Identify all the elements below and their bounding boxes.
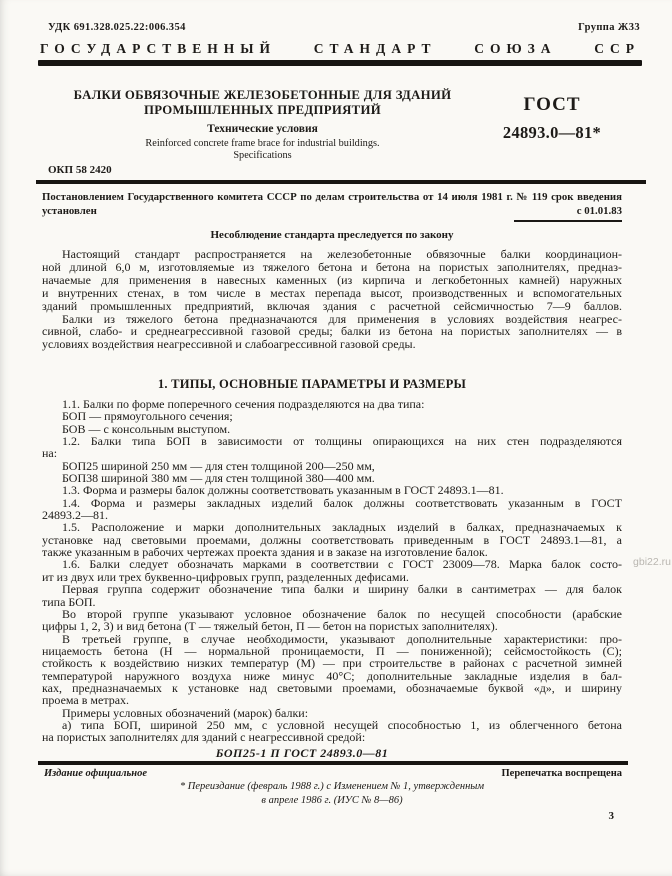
divider-rule [36,180,646,184]
text-line: установке над световыми проемами, должны соответствовать приведенным в ГОСТ 24893.1—81, а [42,532,622,547]
text-line: зданий промышленных предприятий, включая здания с расчетной сейсмичностью 7—9 баллов. [42,298,622,313]
title-line: ПРОМЫШЛЕННЫХ ПРЕДПРИЯТИЙ [143,103,382,117]
gost-designation [492,94,612,143]
text-line: температурой наружного воздуха ниже минус 40°С; дополнительные закладные изделия в бал- [42,668,622,683]
text-line: ной длиной 6,0 м, изготовляемые из тяжелого бетона и бетона на пористых заполнителях, предназ- [42,259,622,274]
banner-word: ССР [594,41,640,56]
title-line: БАЛКИ ОБВЯЗОЧНЫЕ ЖЕЛЕЗОБЕТОННЫЕ ДЛЯ ЗДАНИЙ [73,88,452,102]
text-line: 1.3. Форма и размеры балок должны соответствовать указанным в ГОСТ 24893.1—81. [62,483,504,498]
text-line: также указанным в рабочих чертежах проекта здания и в заказе на изготовление балок. [42,545,488,560]
text-line: 1.4. Форма и размеры закладных изделий балок должны соответствовать указанным в ГОСТ [62,495,622,510]
text-line: ницаемость бетона (Н — нормальной проницаемости, П — пониженной); сейсмостойкость (С); [42,643,622,658]
text-line: БОП38 шириной 380 мм — для стен толщиной 380—400 мм. [62,471,375,486]
banner-word: ГОСУДАРСТВЕННЫЙ [40,41,277,56]
text-line: сивной, слабо- и среднеагрессивной газовой среды; балки из бетона на пористых заполнителях — в [42,324,622,339]
text-line: стойкость к воздействию низких температур (М) — при строительстве в районах с расчетной зимней [42,656,622,671]
udk-code: УДК 691.328.025.22:006.354 [48,22,186,33]
reprint-forbidden-label: Перепечатка воспрещена [501,768,622,779]
text-line: Настоящий стандарт распространяется на железобетонные обвязочные балки координацион- [62,247,622,261]
text-line: 1.1. Балки по форме поперечного сечения подразделяются на два типа: [62,397,425,411]
gost-number: 24893.0—81* [502,123,602,142]
section-body [42,398,622,744]
okp-code: ОКП 58 2420 [48,164,112,176]
text-line: типа БОП. [42,594,96,609]
decree-line-2 [42,205,622,223]
text-line: а) типа БОП, шириной 250 мм, с условной несущей способностью 1, из облегченного бетона [62,717,622,732]
text-line: БОП25 шириной 250 мм — для стен толщиной 200—250 мм, [62,458,375,473]
text-line: на: [42,446,58,461]
text-line: ит из двух или трех буквенно-цифровых групп, разделенных дефисами. [42,569,409,584]
decree-established: установлен [42,204,97,217]
law-notice: Несоблюдение стандарта преследуется по закону [210,229,454,241]
decree-paragraph [42,191,622,222]
banner-word: СТАНДАРТ [313,41,437,56]
text-line: условиях воздействия неагрессивной и слабоагрессивной газовой среды. [42,337,416,352]
text-line: и внутренних стенах, в том числе в местах перепада высот, производственных и вспомогательных [42,285,622,300]
group-code: Группа Ж33 [578,22,640,33]
text-line: 1.6. Балки следует обозначать марками в соответствии с ГОСТ 23009—78. Марка балок состо- [62,557,622,572]
text-line: ках, предназначаемых к установке над световыми проемами, обозначаемые буквой «д», и ширину [42,680,622,695]
banner-word: СОЮЗА [474,41,557,56]
decree-line-1: Постановлением Государственного комитета СССР по делам строительства от 14 июля 1981 г. № 119 срок введения [42,191,622,203]
footer-row [44,768,622,779]
effective-date: с 01.01.83 [514,205,622,223]
text-line: Примеры условных обозначений (марок) балки: [62,705,309,720]
text-line: В третьей группе, в случае необходимости, указывают дополнительные характеристики: про- [62,631,622,646]
state-standard-banner [40,41,640,57]
text-line: Первая группа содержит обозначение типа балки и ширину балки в сантиметрах — для балок [62,582,622,597]
example-mark-designation: БОП25-1 П ГОСТ 24893.0—81 [215,746,389,760]
text-line: Балки из тяжелого бетона предназначаются для применения в условиях воздействия неагрес- [62,311,622,326]
subtitle: Технические условия [207,123,318,135]
revision-footnote [42,780,622,807]
title-block [70,88,455,162]
subtitle-english [70,138,455,162]
text-line: 1.5. Расположение и марки дополнительных закладных изделий в балках, предназначаемых к [62,520,622,535]
revision-footnote-line: в апреле 1986 г. (ИУС № 8—86) [261,794,403,806]
page-number: 3 [608,810,614,822]
text-line: на пористых заполнителях для зданий с неагрессивной средой: [42,730,366,745]
header-rule [38,60,642,66]
text-line: Во второй группе указывают условное обозначение балок по несущей способности (арабские [62,606,622,621]
subtitle-english-line: Reinforced concrete frame brace for industrial buildings. [145,138,380,149]
document-header-row [48,22,640,33]
subtitle-english-line: Specifications [233,150,292,161]
text-line: 1.2. Балки типа БОП в зависимости от толщины опирающихся на них стен подразделяются [62,434,622,449]
text-line: проема в метрах. [42,693,130,708]
footer-rule [38,761,628,765]
text-line: начаемые для применения в навесных каменных (из кирпича и легкобетонных камней) наружных [42,272,622,287]
scope-paragraphs [42,248,622,351]
text-line: БОП — прямоугольного сечения; [62,409,233,424]
text-line: 24893.2—81. [42,508,108,523]
document-title [70,88,455,118]
gost-label: ГОСТ [523,94,581,115]
section-heading: 1. ТИПЫ, ОСНОВНЫЕ ПАРАМЕТРЫ И РАЗМЕРЫ [157,377,467,391]
revision-footnote-line: * Переиздание (февраль 1988 г.) с Изменением № 1, утвержденным [179,781,485,792]
site-watermark: gbi22.ru [633,556,671,568]
text-line: БОВ — с консольным выступом. [62,421,231,436]
official-edition-label: Издание официальное [44,768,148,779]
text-line: цифры 1, 2, 3) и вид бетона (Т — тяжелый бетон, П — бетон на пористых заполнителях). [42,619,498,634]
